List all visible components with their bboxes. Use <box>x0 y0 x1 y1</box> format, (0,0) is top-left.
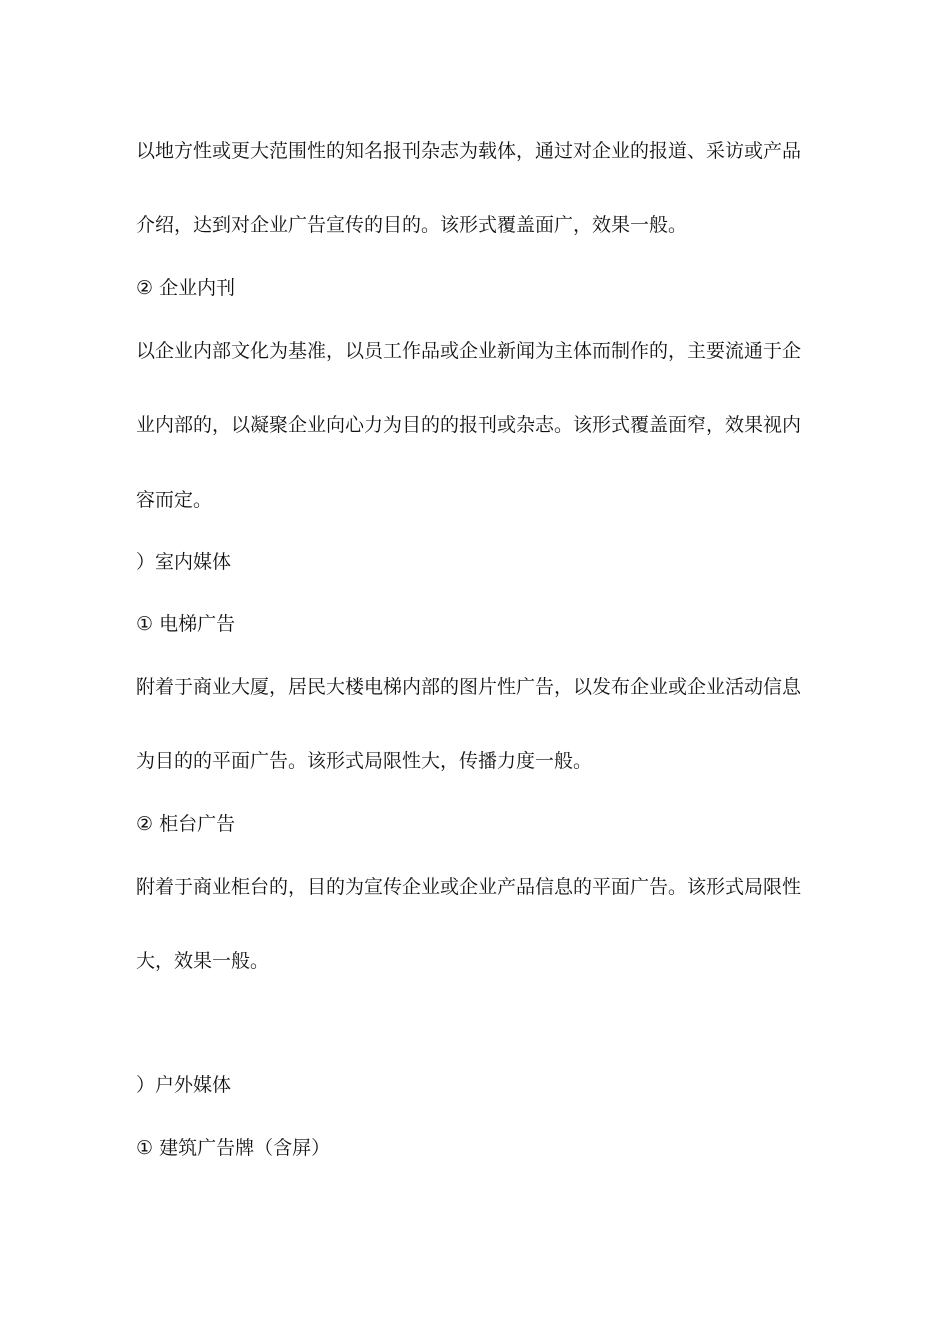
paragraph-line: 容而定。 <box>136 489 213 511</box>
section-heading: ① 建筑广告牌（含屏） <box>136 1137 331 1159</box>
paragraph-line: 大，效果一般。 <box>136 950 270 972</box>
paragraph-line: 以企业内部文化为基准，以员工作品或企业新闻为主体而制作的，主要流通于企 <box>136 340 802 362</box>
section-heading: ）室内媒体 <box>136 551 232 573</box>
section-heading: ② 企业内刊 <box>136 277 236 299</box>
paragraph-line: 附着于商业柜台的，目的为宣传企业或企业产品信息的平面广告。该形式局限性 <box>136 876 802 898</box>
paragraph-line: 附着于商业大厦，居民大楼电梯内部的图片性广告，以发布企业或企业活动信息 <box>136 676 802 698</box>
paragraph-line: 介绍，达到对企业广告宣传的目的。该形式覆盖面广，效果一般。 <box>136 214 688 236</box>
section-heading: ① 电梯广告 <box>136 613 236 635</box>
paragraph-line: 为目的的平面广告。该形式局限性大，传播力度一般。 <box>136 750 593 772</box>
paragraph-line: 以地方性或更大范围性的知名报刊杂志为载体，通过对企业的报道、采访或产品 <box>136 140 802 162</box>
section-heading: ② 柜台广告 <box>136 813 236 835</box>
section-heading: ）户外媒体 <box>136 1074 232 1096</box>
paragraph-line: 业内部的，以凝聚企业向心力为目的的报刊或杂志。该形式覆盖面窄，效果视内 <box>136 414 802 436</box>
